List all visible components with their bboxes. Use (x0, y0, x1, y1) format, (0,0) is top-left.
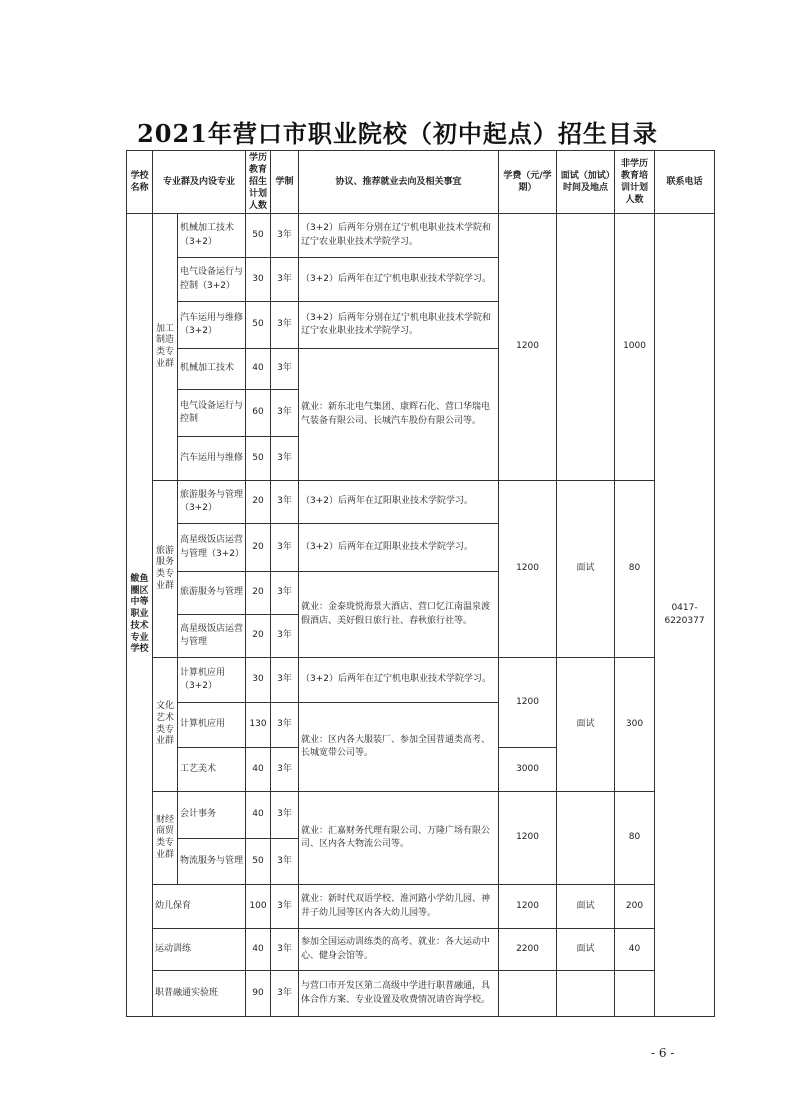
interview-cell: 面试 (557, 658, 615, 792)
duration-cell: 3年 (271, 572, 299, 615)
tuition-cell: 2200 (499, 929, 557, 971)
duration-cell: 3年 (271, 839, 299, 885)
header-interview: 面试（加试）时间及地点 (557, 151, 615, 214)
major-cell: 旅游服务与管理 (178, 572, 246, 615)
interview-cell (557, 792, 615, 885)
plan-cell: 50 (246, 214, 271, 258)
tuition-cell: 1200 (499, 658, 557, 748)
interview-cell: 面试 (557, 929, 615, 971)
note-cell: （3+2）后两年分别在辽宁机电职业技术学院和辽宁农业职业技术学院学习。 (299, 214, 499, 258)
duration-cell: 3年 (271, 258, 299, 302)
table-row (127, 214, 715, 258)
page-number: - 6 - (651, 1046, 675, 1060)
note-cell: 与营口市开发区第二高级中学进行职普融通，具体合作方案、专业设置及收费情况请咨询学校。 (299, 971, 499, 1017)
phone-cell: 0417-6220377 (655, 214, 715, 1017)
major-cell: 汽车运用与维修（3+2） (178, 302, 246, 349)
note-cell: 就业：区内各大服装厂、参加全国普通类高考、长城宽带公司等。 (299, 703, 499, 792)
duration-cell: 3年 (271, 792, 299, 839)
header-tuition: 学费（元/学期） (499, 151, 557, 214)
nondegree-cell: 80 (615, 792, 655, 885)
note-cell: （3+2）后两年在辽阳职业技术学院学习。 (299, 524, 499, 572)
plan-cell: 50 (246, 437, 271, 481)
duration-cell: 3年 (271, 615, 299, 658)
duration-cell: 3年 (271, 885, 299, 929)
group-tourism: 旅游服务类专业群 (153, 481, 178, 658)
nondegree-cell: 200 (615, 885, 655, 929)
table-row (127, 658, 715, 703)
plan-cell: 40 (246, 929, 271, 971)
duration-cell: 3年 (271, 390, 299, 437)
major-cell: 幼儿保育 (153, 885, 246, 929)
duration-cell: 3年 (271, 748, 299, 792)
duration-cell: 3年 (271, 703, 299, 748)
major-cell: 计算机应用 (178, 703, 246, 748)
interview-cell (557, 214, 615, 481)
tuition-cell: 1200 (499, 792, 557, 885)
plan-cell: 20 (246, 481, 271, 524)
note-cell: 就业：汇嘉财务代理有限公司、万隆广场有限公司、区内各大物流公司等。 (299, 792, 499, 885)
tuition-cell: 1200 (499, 885, 557, 929)
plan-cell: 50 (246, 839, 271, 885)
plan-cell: 20 (246, 615, 271, 658)
plan-cell: 60 (246, 390, 271, 437)
group-finance: 财经商贸类专业群 (153, 792, 178, 885)
major-cell: 机械加工技术 (178, 349, 246, 390)
major-cell: 机械加工技术（3+2） (178, 214, 246, 258)
header-school-name: 学校名称 (127, 151, 153, 214)
duration-cell: 3年 (271, 437, 299, 481)
major-cell: 运动训练 (153, 929, 246, 971)
major-cell: 职普融通实验班 (153, 971, 246, 1017)
nondegree-cell: 40 (615, 929, 655, 971)
major-cell: 电气设备运行与控制（3+2） (178, 258, 246, 302)
nondegree-cell: 80 (615, 481, 655, 658)
note-cell: 参加全国运动训练类的高考、就业：各大运动中心、健身会馆等。 (299, 929, 499, 971)
group-arts: 文化艺术类专业群 (153, 658, 178, 792)
header-duration: 学制 (271, 151, 299, 214)
nondegree-cell: 300 (615, 658, 655, 792)
table-row (127, 885, 715, 929)
plan-cell: 30 (246, 258, 271, 302)
plan-cell: 50 (246, 302, 271, 349)
note-cell: （3+2）后两年在辽阳职业技术学院学习。 (299, 481, 499, 524)
tuition-cell: 1200 (499, 481, 557, 658)
table-row (127, 481, 715, 524)
major-cell: 工艺美术 (178, 748, 246, 792)
group-manufacturing: 加工制造类专业群 (153, 214, 178, 481)
school-name: 鲅鱼圈区中等职业技术专业学校 (127, 214, 153, 1017)
duration-cell: 3年 (271, 349, 299, 390)
plan-cell: 90 (246, 971, 271, 1017)
interview-cell (557, 971, 615, 1017)
duration-cell: 3年 (271, 214, 299, 258)
header-plan: 学历教育招生计划人数 (246, 151, 271, 214)
note-cell: （3+2）后两年在辽宁机电职业技术学院学习。 (299, 258, 499, 302)
plan-cell: 30 (246, 658, 271, 703)
major-cell: 计算机应用（3+2） (178, 658, 246, 703)
plan-cell: 130 (246, 703, 271, 748)
major-cell: 旅游服务与管理（3+2） (178, 481, 246, 524)
note-cell: （3+2）后两年在辽宁机电职业技术学院学习。 (299, 658, 499, 703)
note-cell: 就业：新时代双语学校、淮河路小学幼儿园、神井子幼儿园等区内各大幼儿园等。 (299, 885, 499, 929)
header-row (127, 151, 715, 214)
table-row (127, 971, 715, 1017)
nondegree-cell: 1000 (615, 214, 655, 481)
plan-cell: 100 (246, 885, 271, 929)
header-phone: 联系电话 (655, 151, 715, 214)
plan-cell: 20 (246, 572, 271, 615)
duration-cell: 3年 (271, 658, 299, 703)
duration-cell: 3年 (271, 481, 299, 524)
major-cell: 高星级饭店运营与管理 (178, 615, 246, 658)
tuition-cell: 1200 (499, 214, 557, 481)
major-cell: 会计事务 (178, 792, 246, 839)
major-cell: 高星级饭店运营与管理（3+2） (178, 524, 246, 572)
plan-cell: 40 (246, 349, 271, 390)
plan-cell: 40 (246, 792, 271, 839)
plan-cell: 20 (246, 524, 271, 572)
nondegree-cell (615, 971, 655, 1017)
duration-cell: 3年 (271, 524, 299, 572)
plan-cell: 40 (246, 748, 271, 792)
note-cell: （3+2）后两年分别在辽宁机电职业技术学院和辽宁农业职业技术学院学习。 (299, 302, 499, 349)
major-cell: 汽车运用与维修 (178, 437, 246, 481)
major-cell: 电气设备运行与控制 (178, 390, 246, 437)
duration-cell: 3年 (271, 929, 299, 971)
enrollment-table (126, 150, 715, 1017)
table-row (127, 792, 715, 839)
table-row (127, 929, 715, 971)
header-nondegree: 非学历教育培训计划人数 (615, 151, 655, 214)
tuition-cell (499, 971, 557, 1017)
interview-cell: 面试 (557, 481, 615, 658)
header-agreement: 协议、推荐就业去向及相关事宜 (299, 151, 499, 214)
header-major-group: 专业群及内设专业 (153, 151, 246, 214)
duration-cell: 3年 (271, 971, 299, 1017)
note-cell: 就业：新东北电气集团、康辉石化、营口华瑞电气装备有限公司、长城汽车股份有限公司等。 (299, 349, 499, 481)
tuition-cell: 3000 (499, 748, 557, 792)
page-title: 2021年营口市职业院校（初中起点）招生目录 (137, 119, 658, 148)
major-cell: 物流服务与管理 (178, 839, 246, 885)
duration-cell: 3年 (271, 302, 299, 349)
interview-cell: 面试 (557, 885, 615, 929)
note-cell: 就业：金泰珑悦海景大酒店、营口忆江南温泉渡假酒店、美好假日旅行社、春秋旅行社等。 (299, 572, 499, 658)
